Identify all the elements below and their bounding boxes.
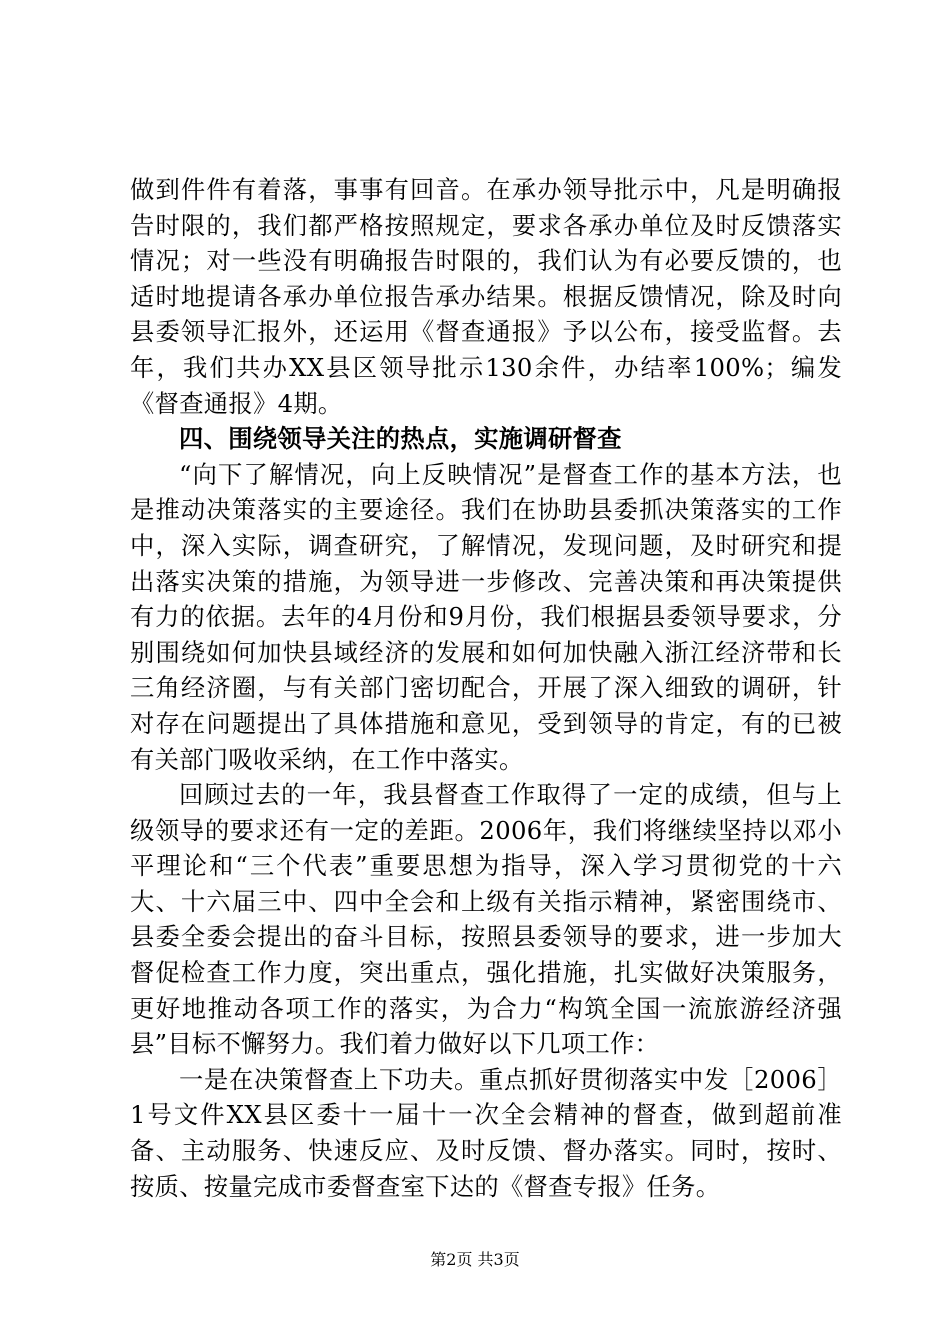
paragraph-2: “向下了解情况，向上反映情况”是督查工作的基本方法，也是推动决策落实的主要途径。我们在协助县委抓决策落实的工作中，深入实际，调查研究，了解情况，发现问题，及时研究和提出落实决策的措施，为领导进一步修改、完善决策和再决策提供有力的依据。去年的4月份和9月份，我们根据县委领导要求，分别围绕如何加快县域经济的发展和如何加快融入浙江经济带和长三角经济圈，与有关部门密切配合，开展了深入细致的调研，针对存在问题提出了具体措施和意见，受到领导的肯定，有的已被有关部门吸收采纳，在工作中落实。 — [130, 459, 842, 774]
page-number-footer: 第2页 共3页 — [430, 1250, 520, 1269]
paragraph-3: 回顾过去的一年，我县督查工作取得了一定的成绩，但与上级领导的要求还有一定的差距。2006年，我们将继续坚持以邓小平理论和“三个代表”重要思想为指导，深入学习贯彻党的十六大、十六届三中、四中全会和上级有关指示精神，紧密围绕市、县委全委会提出的奋斗目标，按照县委领导的要求，进一步加大督促检查工作力度，突出重点，强化措施，扎实做好决策服务，更好地推动各项工作的落实，为合力“构筑全国一流旅游经济强县”目标不懈努力。我们着力做好以下几项工作： — [130, 780, 842, 1059]
section-heading-4: 四、围绕领导关注的热点，实施调研督查 — [179, 424, 622, 454]
paragraph-4: 一是在决策督查上下功夫。重点抓好贯彻落实中发［2006］1号文件XX县区委十一届十一次全会精神的督查，做到超前准备、主动服务、快速反应、及时反馈、督办落实。同时，按时、按质、按量完成市委督查室下达的《督查专报》任务。 — [130, 1064, 842, 1201]
paragraph-1: 做到件件有着落，事事有回音。在承办领导批示中，凡是明确报告时限的，我们都严格按照规定，要求各承办单位及时反馈落实情况；对一些没有明确报告时限的，我们认为有必要反馈的，也适时地提请各承办单位报告承办结果。根据反馈情况，除及时向县委领导汇报外，还运用《督查通报》予以公布，接受监督。去年，我们共办XX县区领导批示130余件，办结率100%；编发《督查通报》4期。 — [130, 175, 842, 418]
document-body — [130, 172, 842, 1204]
